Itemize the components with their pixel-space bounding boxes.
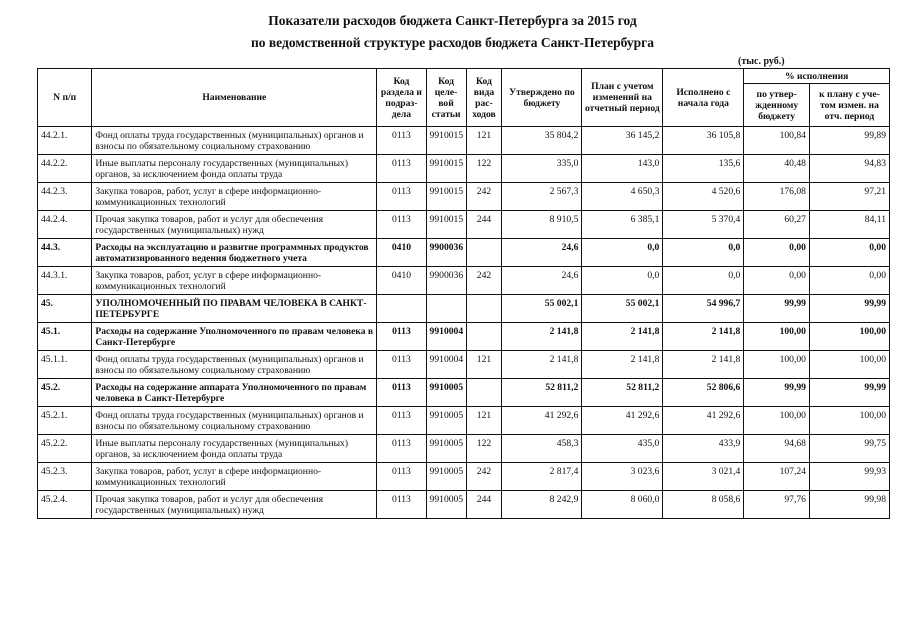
table-row [38, 295, 890, 323]
row-pct-approved: 0,00 [744, 267, 810, 295]
row-vid: 121 [466, 127, 502, 155]
header-vid: Код вида рас-ходов [466, 69, 502, 127]
row-name: Иные выплаты персоналу государственных (муниципальных) органов, за исключением фонда оплаты труда [92, 435, 377, 463]
row-executed: 433,9 [663, 435, 744, 463]
row-number: 45. [38, 295, 92, 323]
row-statya: 9910005 [426, 379, 466, 407]
row-executed: 52 806,6 [663, 379, 744, 407]
row-pct-plan: 99,98 [809, 491, 889, 519]
row-pct-plan: 100,00 [809, 323, 889, 351]
row-plan: 55 002,1 [582, 295, 663, 323]
row-number: 44.3. [38, 239, 92, 267]
table-row [38, 351, 890, 379]
row-pct-plan: 99,99 [809, 295, 889, 323]
row-vid: 242 [466, 463, 502, 491]
row-executed: 36 105,8 [663, 127, 744, 155]
row-name: УПОЛНОМОЧЕННЫЙ ПО ПРАВАМ ЧЕЛОВЕКА В САНКТ-ПЕТЕРБУРГЕ [92, 295, 377, 323]
row-number: 45.2. [38, 379, 92, 407]
row-pct-approved: 99,99 [744, 379, 810, 407]
row-approved: 41 292,6 [502, 407, 582, 435]
row-razdel: 0113 [377, 183, 426, 211]
row-executed: 2 141,8 [663, 351, 744, 379]
row-plan: 52 811,2 [582, 379, 663, 407]
document-subtitle: по ведомственной структуре расходов бюджета Санкт-Петербурга [250, 35, 655, 50]
row-approved: 2 141,8 [502, 323, 582, 351]
row-executed: 0,0 [663, 239, 744, 267]
table-row [38, 127, 890, 155]
units-label: (тыс. руб.) [738, 56, 785, 67]
row-vid: 121 [466, 407, 502, 435]
document-title: Показатели расходов бюджета Санкт-Петербурга за 2015 год [268, 13, 637, 28]
row-statya: 9910015 [426, 127, 466, 155]
table-row [38, 267, 890, 295]
row-approved: 8 242,9 [502, 491, 582, 519]
row-pct-approved: 100,00 [744, 407, 810, 435]
row-executed: 8 058,6 [663, 491, 744, 519]
row-number: 45.1. [38, 323, 92, 351]
row-pct-approved: 94,68 [744, 435, 810, 463]
row-name: Расходы на эксплуатацию и развитие программных продуктов автоматизированного ведения бюджетного учета [92, 239, 377, 267]
row-razdel: 0113 [377, 351, 426, 379]
row-pct-plan: 84,11 [809, 211, 889, 239]
table-row [38, 435, 890, 463]
row-pct-plan: 0,00 [809, 239, 889, 267]
row-plan: 41 292,6 [582, 407, 663, 435]
header-pct-plan: к плану с уче-том измен. на отч. период [809, 84, 889, 127]
row-razdel: 0410 [377, 239, 426, 267]
row-name: Прочая закупка товаров, работ и услуг для обеспечения государственных (муниципальных) нужд [92, 211, 377, 239]
row-statya: 9910004 [426, 351, 466, 379]
table-row [38, 323, 890, 351]
budget-table [37, 68, 890, 519]
row-vid [466, 379, 502, 407]
row-razdel: 0113 [377, 155, 426, 183]
row-number: 45.2.1. [38, 407, 92, 435]
row-vid: 242 [466, 183, 502, 211]
row-statya [426, 295, 466, 323]
row-approved: 52 811,2 [502, 379, 582, 407]
row-pct-plan: 99,93 [809, 463, 889, 491]
row-number: 44.2.1. [38, 127, 92, 155]
row-statya: 9910005 [426, 463, 466, 491]
row-pct-plan: 99,89 [809, 127, 889, 155]
row-pct-approved: 0,00 [744, 239, 810, 267]
table-row [38, 407, 890, 435]
row-plan: 2 141,8 [582, 351, 663, 379]
row-plan: 3 023,6 [582, 463, 663, 491]
row-name: Расходы на содержание Уполномоченного по правам человека в Санкт-Петербурге [92, 323, 377, 351]
header-pct-approved: по утвер-жденному бюджету [744, 84, 810, 127]
header-pct-group: % исполнения [744, 69, 890, 84]
row-approved: 24,6 [502, 267, 582, 295]
row-pct-approved: 100,84 [744, 127, 810, 155]
row-pct-plan: 99,75 [809, 435, 889, 463]
header-name: Наименование [92, 69, 377, 127]
row-number: 45.2.3. [38, 463, 92, 491]
row-vid: 244 [466, 211, 502, 239]
row-name: Фонд оплаты труда государственных (муниципальных) органов и взносы по обязательному социальному страхованию [92, 127, 377, 155]
row-pct-plan: 97,21 [809, 183, 889, 211]
row-pct-approved: 99,99 [744, 295, 810, 323]
row-plan: 435,0 [582, 435, 663, 463]
header-approved: Утверждено по бюджету [502, 69, 582, 127]
table-row [38, 155, 890, 183]
row-name: Прочая закупка товаров, работ и услуг для обеспечения государственных (муниципальных) нужд [92, 491, 377, 519]
row-plan: 0,0 [582, 267, 663, 295]
row-pct-plan: 0,00 [809, 267, 889, 295]
row-razdel: 0410 [377, 267, 426, 295]
row-statya: 9910004 [426, 323, 466, 351]
row-statya: 9910005 [426, 435, 466, 463]
row-approved: 35 804,2 [502, 127, 582, 155]
row-plan: 36 145,2 [582, 127, 663, 155]
row-plan: 0,0 [582, 239, 663, 267]
header-razdel: Код раздела и подраз-дела [377, 69, 426, 127]
row-plan: 2 141,8 [582, 323, 663, 351]
row-vid [466, 323, 502, 351]
row-executed: 54 996,7 [663, 295, 744, 323]
row-pct-approved: 100,00 [744, 351, 810, 379]
row-pct-approved: 100,00 [744, 323, 810, 351]
row-plan: 8 060,0 [582, 491, 663, 519]
row-pct-approved: 60,27 [744, 211, 810, 239]
row-name: Расходы на содержание аппарата Уполномоченного по правам человека в Санкт-Петербурге [92, 379, 377, 407]
table-row [38, 491, 890, 519]
row-executed: 5 370,4 [663, 211, 744, 239]
row-statya: 9910015 [426, 183, 466, 211]
table-row [38, 379, 890, 407]
row-executed: 0,0 [663, 267, 744, 295]
row-razdel: 0113 [377, 323, 426, 351]
row-number: 44.2.3. [38, 183, 92, 211]
row-executed: 4 520,6 [663, 183, 744, 211]
row-approved: 8 910,5 [502, 211, 582, 239]
row-razdel: 0113 [377, 491, 426, 519]
row-approved: 2 817,4 [502, 463, 582, 491]
row-approved: 2 567,3 [502, 183, 582, 211]
row-vid: 122 [466, 155, 502, 183]
row-razdel: 0113 [377, 211, 426, 239]
row-pct-approved: 107,24 [744, 463, 810, 491]
row-executed: 2 141,8 [663, 323, 744, 351]
row-vid [466, 239, 502, 267]
row-number: 44.2.4. [38, 211, 92, 239]
row-number: 44.2.2. [38, 155, 92, 183]
row-statya: 9900036 [426, 239, 466, 267]
row-plan: 143,0 [582, 155, 663, 183]
row-number: 44.3.1. [38, 267, 92, 295]
row-name: Закупка товаров, работ, услуг в сфере информационно-коммуникационных технологий [92, 267, 377, 295]
row-razdel: 0113 [377, 379, 426, 407]
row-razdel [377, 295, 426, 323]
table-row [38, 239, 890, 267]
row-razdel: 0113 [377, 407, 426, 435]
row-plan: 6 385,1 [582, 211, 663, 239]
row-statya: 9900036 [426, 267, 466, 295]
row-approved: 335,0 [502, 155, 582, 183]
table-row [38, 183, 890, 211]
row-executed: 41 292,6 [663, 407, 744, 435]
row-pct-plan: 94,83 [809, 155, 889, 183]
row-plan: 4 650,3 [582, 183, 663, 211]
row-number: 45.1.1. [38, 351, 92, 379]
row-vid: 242 [466, 267, 502, 295]
row-razdel: 0113 [377, 435, 426, 463]
row-name: Фонд оплаты труда государственных (муниципальных) органов и взносы по обязательному социальному страхованию [92, 407, 377, 435]
row-statya: 9910015 [426, 155, 466, 183]
row-pct-plan: 100,00 [809, 407, 889, 435]
row-name: Фонд оплаты труда государственных (муниципальных) органов и взносы по обязательному социальному страхованию [92, 351, 377, 379]
row-pct-plan: 99,99 [809, 379, 889, 407]
row-approved: 458,3 [502, 435, 582, 463]
row-razdel: 0113 [377, 463, 426, 491]
row-name: Иные выплаты персоналу государственных (муниципальных) органов, за исключением фонда оплаты труда [92, 155, 377, 183]
row-pct-approved: 97,76 [744, 491, 810, 519]
row-approved: 55 002,1 [502, 295, 582, 323]
row-approved: 24,6 [502, 239, 582, 267]
row-vid: 244 [466, 491, 502, 519]
row-razdel: 0113 [377, 127, 426, 155]
table-row [38, 211, 890, 239]
row-number: 45.2.2. [38, 435, 92, 463]
row-statya: 9910015 [426, 211, 466, 239]
row-statya: 9910005 [426, 491, 466, 519]
row-statya: 9910005 [426, 407, 466, 435]
row-executed: 135,6 [663, 155, 744, 183]
row-vid: 121 [466, 351, 502, 379]
row-executed: 3 021,4 [663, 463, 744, 491]
header-executed: Исполнено с начала года [663, 69, 744, 127]
row-pct-approved: 176,08 [744, 183, 810, 211]
row-vid: 122 [466, 435, 502, 463]
row-approved: 2 141,8 [502, 351, 582, 379]
row-pct-approved: 40,48 [744, 155, 810, 183]
table-row [38, 463, 890, 491]
row-number: 45.2.4. [38, 491, 92, 519]
row-name: Закупка товаров, работ, услуг в сфере информационно-коммуникационных технологий [92, 183, 377, 211]
row-pct-plan: 100,00 [809, 351, 889, 379]
row-name: Закупка товаров, работ, услуг в сфере информационно-коммуникационных технологий [92, 463, 377, 491]
header-num: N п/п [38, 69, 92, 127]
header-statya: Код целе-вой статьи [426, 69, 466, 127]
row-vid [466, 295, 502, 323]
header-plan: План с учетом изменений на отчетный период [582, 69, 663, 127]
